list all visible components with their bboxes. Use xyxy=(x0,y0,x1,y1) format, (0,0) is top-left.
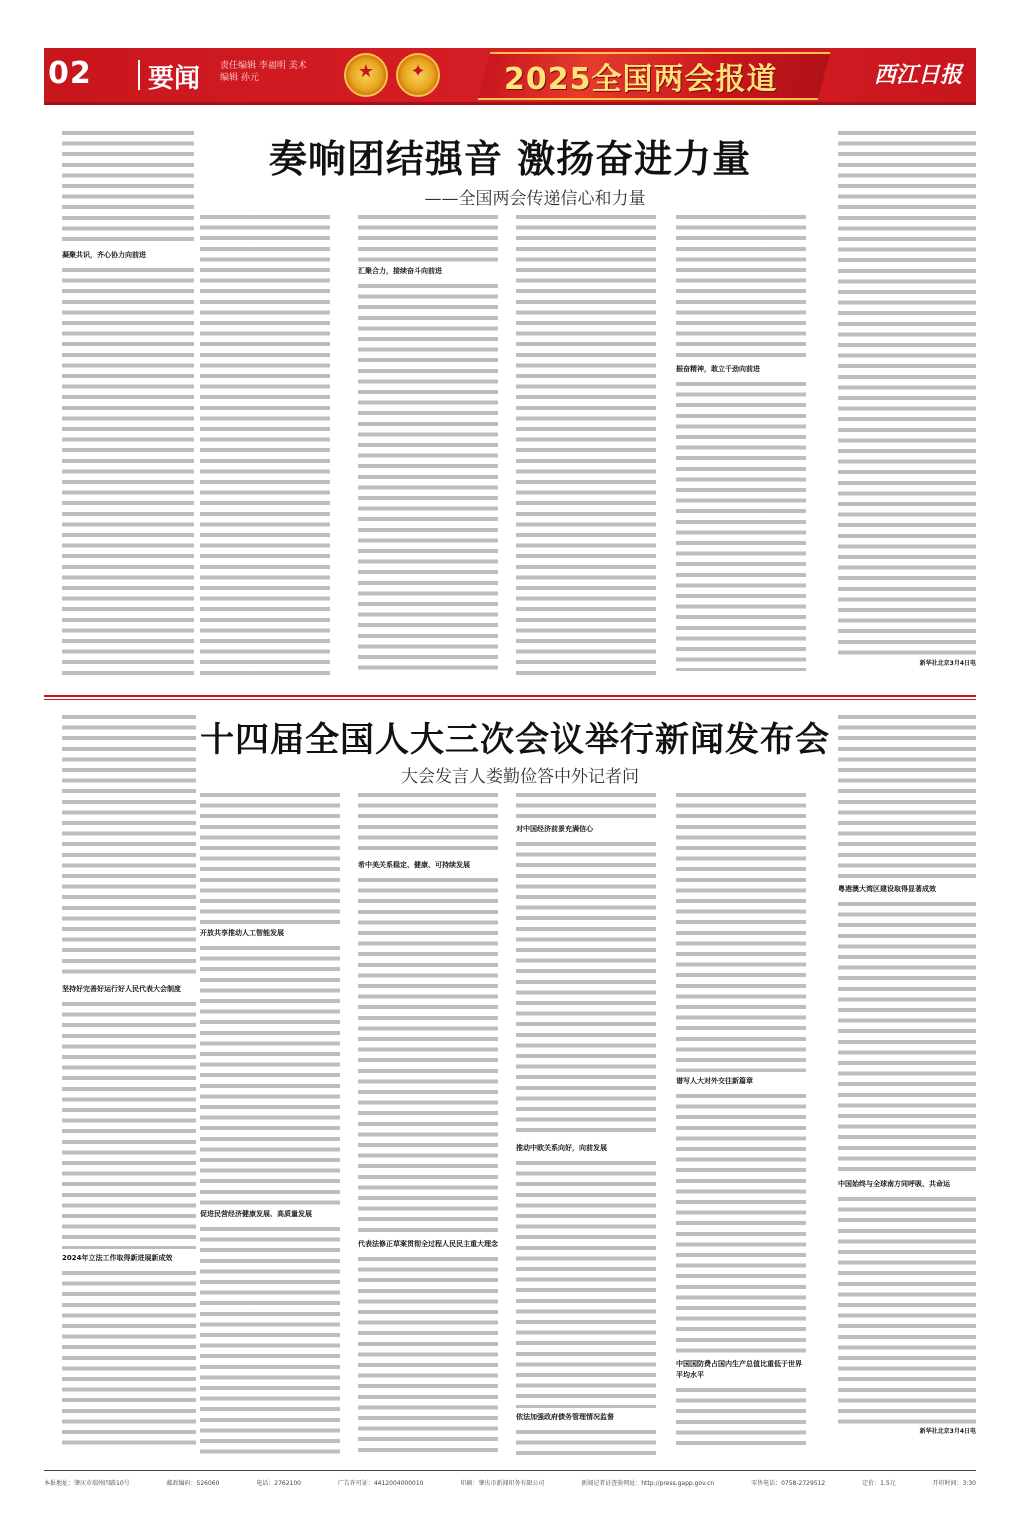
footer-price: 定价：1.5元 xyxy=(862,1479,896,1487)
newspaper-logo: 西江日报 xyxy=(873,62,962,88)
story1-subhead-3: 振奋精神，敢立千劲向前进 xyxy=(676,365,760,373)
footer-website: 新闻记者证查验网址：http://press.gapp.gov.cn xyxy=(581,1479,715,1487)
story2-subhead-7: 希中美关系稳定、健康、可持续发展 xyxy=(358,861,470,869)
story2-credit: 新华社北京3月4日电 xyxy=(919,1428,976,1435)
story2-column-6 xyxy=(838,712,976,1462)
masthead-banner xyxy=(44,48,976,105)
story2-subhead-2: 2024年立法工作取得新进展新成效 xyxy=(62,1254,173,1262)
special-report-title: 2025全国两会报道 xyxy=(504,62,778,97)
story1-column-4 xyxy=(516,212,656,676)
story1-subhead-1: 凝聚共识，齐心协力向前进 xyxy=(62,251,146,259)
story2-subhead-9: 依法加强政府债务管理情况监督 xyxy=(516,1413,614,1421)
story2-subhead-12: 中国国防费占国内生产总值比重低于世界平均水平 xyxy=(676,1360,802,1379)
national-emblem-icon: ★ xyxy=(344,53,388,97)
story2-column-2 xyxy=(200,790,340,1462)
story2-subheadline: 大会发言人娄勤俭答中外记者问 xyxy=(401,767,639,787)
story2-column-3 xyxy=(358,790,498,1462)
footer-address: 本报地址：肇庆市端州四路10号 xyxy=(44,1479,130,1487)
story2-headline: 十四届全国人大三次会议举行新闻发布会 xyxy=(200,720,830,760)
footer-phone: 电话：2762100 xyxy=(256,1479,301,1487)
story-separator-thin xyxy=(44,699,976,700)
story2-subhead-10: 粤港澳大湾区建设取得显著成效 xyxy=(838,885,936,893)
story1-headline: 奏响团结强音 激扬奋进力量 xyxy=(268,137,752,181)
story2-subhead-4: 促进民营经济健康发展、高质量发展 xyxy=(200,1210,312,1218)
story1-subheadline: ——全国两会传递信心和力量 xyxy=(424,189,646,209)
story2-subhead-6: 对中国经济前景充满信心 xyxy=(516,825,593,833)
story2-column-4 xyxy=(516,790,656,1462)
page-number: 02 xyxy=(48,56,92,91)
footer-rule xyxy=(44,1470,976,1471)
story1-column-6 xyxy=(838,128,976,676)
section-name: 要闻 xyxy=(148,64,201,94)
story2-subhead-5: 代表法修正草案贯彻全过程人民民主重大理念 xyxy=(358,1240,498,1248)
story1-column-1 xyxy=(62,128,194,676)
story2-subhead-8: 推动中欧关系向好，向前发展 xyxy=(516,1144,607,1152)
story1-column-3 xyxy=(358,212,498,676)
story2-subhead-13: 中国始终与全球南方同呼吸、共命运 xyxy=(838,1180,950,1188)
masthead-divider xyxy=(138,60,140,90)
story1-column-5 xyxy=(676,212,806,676)
story2-column-1 xyxy=(62,712,196,1462)
footer-subscribe: 零售电话：0758-2729512 xyxy=(751,1479,826,1487)
story2-subhead-11: 谱写人大对外交往新篇章 xyxy=(676,1077,753,1085)
story1-subhead-2: 汇聚合力，接续奋斗向前进 xyxy=(358,267,442,275)
story2-subhead-1: 坚持好完善好运行好人民代表大会制度 xyxy=(62,985,181,993)
editor-credits: 责任编辑 李福明 美术编辑 孙元 xyxy=(220,61,307,83)
footer-ad-license: 广告许可证：4412004000010 xyxy=(337,1479,424,1487)
story1-column-2 xyxy=(200,212,330,676)
footer-info xyxy=(44,1474,976,1490)
footer-print-time: 开印时间：3:30 xyxy=(932,1479,976,1487)
cppcc-emblem-icon: ✦ xyxy=(396,53,440,97)
story-separator xyxy=(44,695,976,697)
footer-postcode: 邮政编码：526060 xyxy=(166,1479,220,1487)
story2-subhead-3: 开放共享推动人工智能发展 xyxy=(200,929,284,937)
story2-column-5 xyxy=(676,790,806,1462)
footer-printer: 印刷：肇庆市新闻印务有限公司 xyxy=(460,1479,545,1487)
story1-credit: 新华社北京3月4日电 xyxy=(919,660,976,667)
